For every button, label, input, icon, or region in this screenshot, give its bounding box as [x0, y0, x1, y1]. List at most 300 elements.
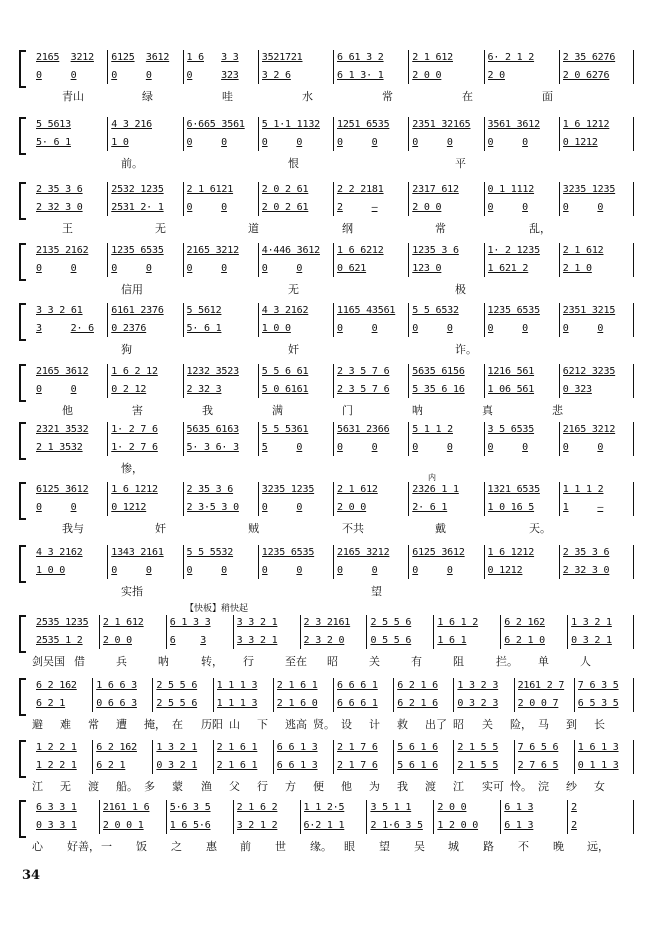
note-group: 0 [186, 70, 193, 81]
note-group: 0 [70, 70, 77, 81]
lyric-syllable: 在 [462, 90, 473, 103]
barline [408, 422, 409, 456]
note-group: 1 6 2 12 [111, 366, 158, 377]
barline [366, 800, 367, 834]
measure [412, 424, 481, 437]
note-group: 5 1 1 2 [412, 424, 453, 435]
barline [273, 740, 274, 774]
measure [262, 119, 331, 132]
lyric-syllable: 救 [397, 718, 408, 731]
note-group: 2 1 6121 [186, 184, 234, 195]
measure [36, 802, 97, 815]
note-group: 4 3 2162 [36, 547, 83, 558]
note-group: 2 0 0 [412, 202, 442, 213]
measure [262, 263, 331, 276]
note-group: 2 32 3 [186, 384, 222, 395]
note-group: 0 6 6 3 [96, 698, 137, 709]
note-group: 0 2 12 [111, 384, 147, 395]
lyric-syllable: 呐 [412, 404, 423, 417]
system-bracket [19, 678, 26, 716]
note-group: 1 [562, 502, 569, 513]
note-group: 0 [522, 323, 528, 334]
note-group: 6·2 1 1 [303, 820, 345, 831]
measure [262, 137, 331, 150]
measure [412, 137, 481, 150]
measure [277, 698, 331, 711]
note-group: 1165 43561 [337, 305, 396, 316]
note-group: 2 7 6 5 [517, 760, 559, 771]
note-group: 0 [296, 263, 303, 274]
measure [237, 635, 298, 648]
note-group: 1 2 2 1 [36, 760, 77, 771]
measure [187, 245, 256, 258]
system-bracket [19, 243, 26, 281]
note-group: 2 1 6 0 [276, 698, 318, 709]
barline [333, 50, 334, 84]
note-group: — [371, 202, 378, 213]
note-group: 2 1 612 [412, 52, 453, 63]
measure [187, 263, 256, 276]
measure [156, 698, 210, 711]
note-group: 2 35 3 6 [36, 184, 83, 195]
measure [36, 263, 105, 276]
note-group: 5 5 6 61 [261, 366, 309, 377]
measure [488, 424, 557, 437]
barline [333, 364, 334, 398]
measure [187, 70, 256, 83]
lyric-syllable: 贤。 [313, 718, 335, 731]
note-group: 1216 561 [487, 366, 535, 377]
note-group: 0 [36, 263, 42, 274]
note-group: 6 2 1 [96, 760, 126, 771]
note-group: 2 0 0 [412, 70, 442, 81]
measure [563, 565, 632, 578]
note-group: 2535 1 2 [36, 635, 83, 646]
barline [333, 678, 334, 712]
measure [563, 502, 632, 515]
measure [563, 263, 632, 276]
lyric-syllable: 常 [88, 718, 99, 731]
lyric-syllable: 不共 [342, 522, 364, 535]
lyrics-line [32, 155, 634, 169]
note-group: 2 1 612 [102, 617, 144, 628]
barline [183, 545, 184, 579]
note-group: 0 [337, 442, 343, 453]
lyric-syllable: 道 [248, 222, 259, 235]
measure [437, 802, 498, 815]
system-bracket [19, 740, 26, 778]
note-group: 6 6 1 3 [276, 760, 318, 771]
lyric-syllable: 渡 [425, 780, 436, 793]
note-group: 6 2 1 6 [397, 698, 438, 709]
note-group: 1 2 2 1 [36, 742, 77, 753]
note-group: 2 32 3 0 [36, 202, 83, 213]
barline [559, 303, 560, 337]
lyric-syllable: 兵 [116, 655, 127, 668]
measure [237, 617, 298, 630]
lyric-syllable: 戴 [435, 522, 446, 535]
note-group: 5 6 1 6 [397, 760, 438, 771]
lyric-syllable: 马 [538, 718, 549, 731]
barline [300, 800, 301, 834]
score-system [22, 545, 634, 597]
note-group: 1· 2 1235 [487, 245, 540, 256]
measure [337, 547, 406, 560]
lyrics-line [32, 341, 634, 355]
note-group: 2 [571, 820, 577, 831]
measure [488, 202, 557, 215]
note-group: 2165 3612 [36, 366, 89, 377]
note-group: 1 06 561 [487, 384, 535, 395]
measure [187, 52, 256, 65]
note-group: 5 5 5532 [186, 547, 234, 558]
note-group: 0 [261, 263, 268, 274]
note-group: 2351 32165 [412, 119, 471, 130]
system-bracket [19, 422, 26, 460]
note-group: 0 [145, 565, 152, 576]
note-group: 0 [412, 137, 419, 148]
barline [453, 678, 454, 712]
measure [563, 137, 632, 150]
measure [111, 442, 180, 455]
lyric-syllable: 转， [201, 655, 223, 668]
note-group: 1 3 2 1 [156, 742, 198, 753]
measure [488, 366, 557, 379]
note-group: 6 [169, 635, 176, 646]
measure [36, 424, 105, 437]
lyric-syllable: 眼 [344, 840, 355, 853]
measure [36, 366, 105, 379]
note-group: 1· 2 7 6 [111, 424, 158, 435]
note-group: 0 2376 [111, 323, 147, 334]
measure [337, 502, 406, 515]
measure [187, 305, 256, 318]
system-bracket [19, 615, 26, 653]
note-group: 0 3 3 1 [36, 820, 77, 831]
lyric-syllable: 船。 [116, 780, 138, 793]
note-group: 0 [221, 137, 227, 148]
measure [103, 635, 164, 648]
measure [578, 742, 632, 755]
note-group: 0 1212 [487, 565, 523, 576]
measure [237, 820, 298, 833]
end-barline [633, 117, 634, 151]
note-group: 2 0 6276 [562, 70, 610, 81]
system-bracket [19, 182, 26, 220]
measure [217, 680, 271, 693]
barline [408, 243, 409, 277]
barline [484, 117, 485, 151]
barline [366, 615, 367, 649]
measure [111, 305, 180, 318]
note-group: 3 3 2 1 [236, 617, 278, 628]
barline [183, 422, 184, 456]
note-group: 5 6 1 6 [397, 742, 438, 753]
measure [36, 305, 105, 318]
note-group: 0 1212 [111, 502, 147, 513]
note-group: 0 [296, 137, 303, 148]
barline [107, 117, 108, 151]
note-group: 1235 6535 [487, 305, 540, 316]
note-group: 0 [562, 323, 569, 334]
score-system [22, 422, 634, 474]
measure [111, 119, 180, 132]
note-group: 2 1 6 1 [216, 760, 258, 771]
barline [408, 182, 409, 216]
note-group: 0 [186, 137, 193, 148]
lyric-syllable: 恨 [288, 157, 299, 170]
measure [370, 820, 431, 833]
note-group: 0 3 2 1 [571, 635, 612, 646]
note-group: 2 35 3 6 [186, 484, 234, 495]
system-bracket [19, 50, 26, 88]
note-group: 4 3 216 [111, 119, 152, 130]
note-group: 0 [261, 565, 268, 576]
lyric-syllable: 无 [60, 780, 71, 793]
measure [262, 366, 331, 379]
lyric-syllable: 无 [288, 283, 299, 296]
note-group: 0 3 2 3 [457, 698, 499, 709]
note-group: 2165 3212 [337, 547, 390, 558]
measure [563, 384, 632, 397]
barline [258, 545, 259, 579]
accompaniment-staff [32, 820, 634, 833]
lyrics-line [32, 653, 634, 667]
measure [412, 52, 481, 65]
barline [233, 800, 234, 834]
measure [187, 484, 256, 497]
measure [170, 635, 231, 648]
lyric-syllable: 下 [257, 718, 268, 731]
measure [170, 802, 231, 815]
note-group: 0 [36, 70, 42, 81]
measure [412, 323, 481, 336]
measure [36, 384, 105, 397]
lyric-syllable: 我 [397, 780, 408, 793]
lyric-syllable: 常 [382, 90, 393, 103]
measure [111, 565, 180, 578]
note-group: 1 3 2 1 [571, 617, 612, 628]
barline [107, 422, 108, 456]
lyric-syllable: 便 [313, 780, 324, 793]
note-group: 0 [487, 323, 494, 334]
note-group: 2165 [36, 52, 60, 63]
lyric-syllable: 前。 [121, 157, 143, 170]
barline [300, 615, 301, 649]
measure [488, 263, 557, 276]
note-group: 2317 612 [412, 184, 459, 195]
barline [99, 800, 100, 834]
note-group: 2 3 2161 [303, 617, 351, 628]
measure [262, 424, 331, 437]
lyric-syllable: 实指 [121, 585, 143, 598]
note-group: 1 3 2 3 [457, 680, 499, 691]
note-group: 6·665 3561 [186, 119, 245, 130]
note-group: 0 [261, 502, 268, 513]
note-group: 2321 3532 [36, 424, 89, 435]
measure [111, 245, 180, 258]
note-group: 0 [412, 323, 419, 334]
note-group: 0 [371, 565, 378, 576]
measure [412, 263, 481, 276]
note-group: 0 [111, 263, 118, 274]
lyric-syllable: 山 [229, 718, 240, 731]
measure [304, 617, 365, 630]
measure [277, 742, 331, 755]
note-group: 2 1 612 [562, 245, 604, 256]
measure [412, 384, 481, 397]
lyric-syllable: 到 [566, 718, 577, 731]
lyric-syllable: 拦。 [496, 655, 518, 668]
barline [433, 800, 434, 834]
measure [36, 202, 105, 215]
note-group: 1 6 [186, 52, 204, 63]
measure [397, 680, 451, 693]
measure [370, 635, 431, 648]
lyric-syllable: 望 [379, 840, 390, 853]
note-group: 0 [186, 263, 193, 274]
score-system [22, 303, 634, 355]
lyric-syllable: 真 [482, 404, 493, 417]
note-group: 0 [562, 442, 569, 453]
measure [217, 698, 271, 711]
measure [187, 565, 256, 578]
note-group: 1232 3523 [186, 366, 239, 377]
measure [262, 305, 331, 318]
note-group: 3 3 2 61 [36, 305, 83, 316]
measure [337, 52, 406, 65]
measure [337, 305, 406, 318]
score-system [22, 364, 634, 416]
note-group: 2 3 2 0 [303, 635, 345, 646]
measure [412, 502, 481, 515]
measure [337, 760, 391, 773]
measure [563, 323, 632, 336]
measure [187, 384, 256, 397]
lyric-syllable: 方 [285, 780, 296, 793]
note-group: 2 [571, 802, 577, 813]
lyric-syllable: 缘。 [310, 840, 332, 853]
barline [333, 422, 334, 456]
lyric-syllable: 世 [275, 840, 286, 853]
measure [262, 547, 331, 560]
measure [36, 70, 105, 83]
barline [559, 422, 560, 456]
barline [258, 243, 259, 277]
score-system [22, 243, 634, 295]
note-group: 6 1 3 3 [169, 617, 211, 628]
measure [457, 760, 511, 773]
note-group: 0 [145, 70, 152, 81]
measure [277, 680, 331, 693]
note-group: 0 [296, 565, 303, 576]
measure [337, 119, 406, 132]
note-group: 1 6 1212 [111, 484, 158, 495]
measure [578, 680, 632, 693]
measure [36, 698, 90, 711]
measure [457, 680, 511, 693]
measure [488, 245, 557, 258]
note-group: 0 [446, 323, 453, 334]
barline [559, 243, 560, 277]
note-group: 1321 6535 [487, 484, 540, 495]
measure [504, 820, 565, 833]
measure [111, 424, 180, 437]
note-group: 0 [70, 384, 77, 395]
note-group: 2 0 [487, 70, 505, 81]
barline [484, 303, 485, 337]
barline [99, 615, 100, 649]
barline [433, 615, 434, 649]
measure [337, 263, 406, 276]
note-group: 1251 6535 [337, 119, 390, 130]
measure [437, 635, 498, 648]
note-group: 0 [221, 202, 227, 213]
end-barline [633, 50, 634, 84]
measure [337, 742, 391, 755]
measure [397, 742, 451, 755]
tempo-marking: 【快板】稍快起 [185, 604, 249, 614]
lyrics-line [32, 583, 634, 597]
lyric-syllable: 昭 [327, 655, 338, 668]
note-group: 5 35 6 16 [412, 384, 465, 395]
barline [107, 50, 108, 84]
note-group: 2 1·6 3 5 [370, 820, 423, 831]
barline [183, 243, 184, 277]
note-group: 0 [446, 137, 453, 148]
note-group: 2 1 6 1 [216, 742, 258, 753]
lyric-syllable: 难 [60, 718, 71, 731]
note-group: 2 0 0 [437, 802, 467, 813]
note-group: 6212 3235 [562, 366, 616, 377]
note-group: 3235 1235 [261, 484, 315, 495]
lyric-syllable: 人 [580, 655, 591, 668]
score-system [22, 117, 634, 169]
measure [337, 323, 406, 336]
measure [571, 635, 632, 648]
measure [262, 565, 331, 578]
note-group: 2326 1 1 [412, 484, 459, 495]
barline [393, 740, 394, 774]
measure [578, 698, 632, 711]
note-group: 0 [446, 442, 453, 453]
barline [258, 364, 259, 398]
barline [107, 303, 108, 337]
measure [111, 547, 180, 560]
barline [408, 303, 409, 337]
measure [337, 484, 406, 497]
lyric-syllable: 饭 [136, 840, 147, 853]
note-group: 2 32 3 0 [562, 565, 610, 576]
measure [412, 70, 481, 83]
note-group: 2 0 0 [102, 635, 132, 646]
note-group: 0 5 5 6 [370, 635, 412, 646]
barline [258, 182, 259, 216]
lyric-syllable: 城 [448, 840, 459, 853]
note-group: 2 3·5 3 0 [186, 502, 239, 513]
lyrics-line [32, 88, 634, 102]
note-group: 5·6 3 5 [169, 802, 211, 813]
measure [518, 742, 572, 755]
note-group: 6 6 6 1 [337, 680, 378, 691]
measure [337, 442, 406, 455]
note-group: 6 3 3 1 [36, 802, 77, 813]
note-group: 123 0 [412, 263, 442, 274]
note-group: 0 [487, 202, 494, 213]
note-group: 6 1 3 [504, 802, 534, 813]
inner-voice-mark: 内 [428, 473, 436, 482]
measure [262, 442, 331, 455]
